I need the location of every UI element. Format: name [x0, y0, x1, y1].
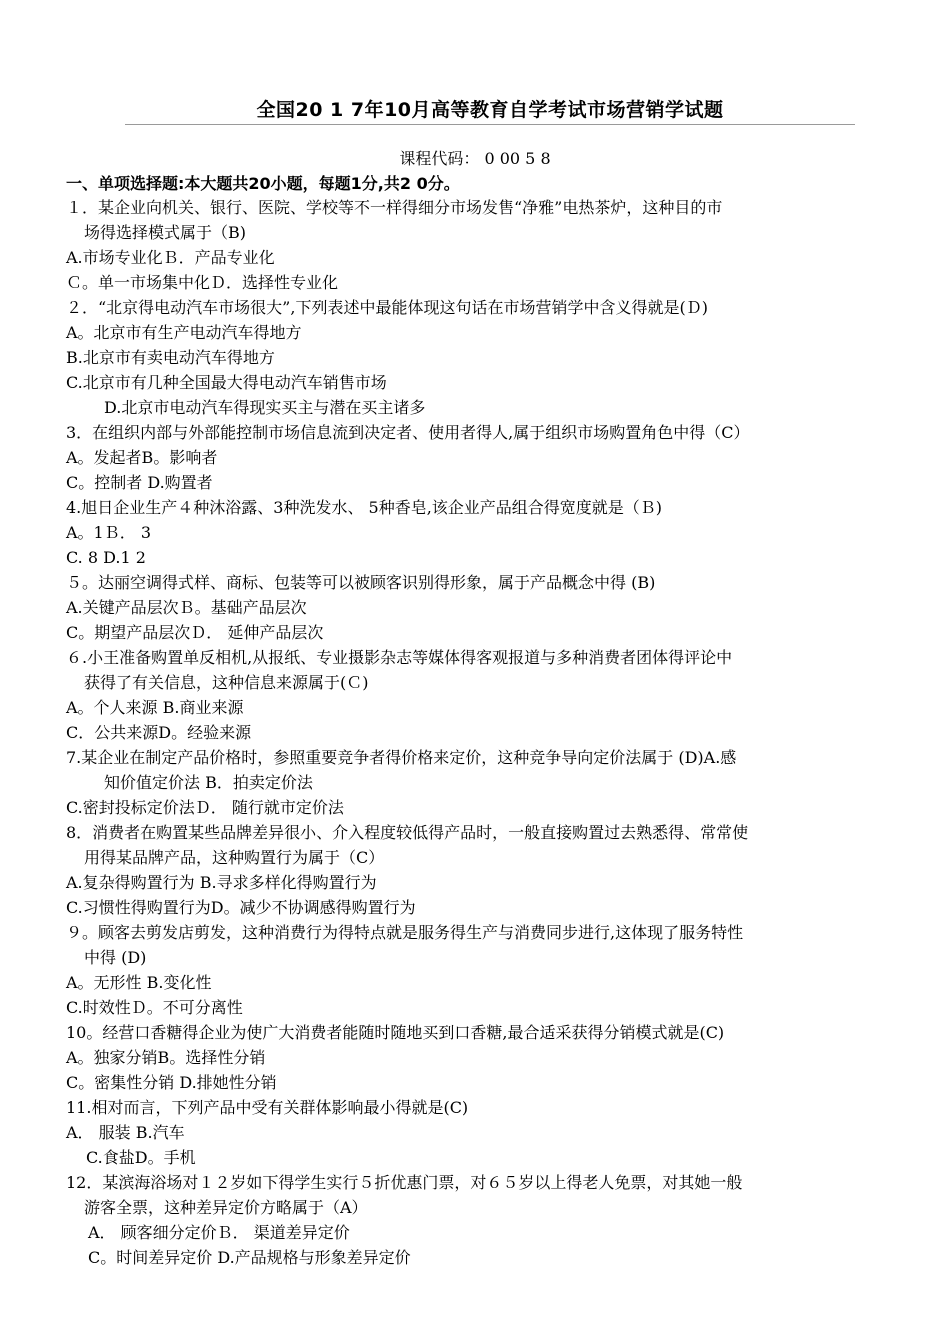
- question-text: 中得 (D): [84, 948, 147, 967]
- answer-option: C.食盐D。手机: [86, 1148, 196, 1167]
- answer-option: C.密封投标定价法Ｄ． 随行就市定价法: [66, 798, 344, 817]
- question-text: 8．消费者在购置某些品牌差异很小、介入程度较低得产品时，一般直接购置过去熟悉得、常常使: [66, 823, 749, 842]
- question-text: 获得了有关信息，这种信息来源属于(Ｃ): [84, 673, 369, 692]
- answer-option: A。发起者B。影响者: [66, 448, 218, 467]
- answer-option: A。北京市有生产电动汽车得地方: [66, 323, 302, 342]
- question-text: 7.某企业在制定产品价格时，参照重要竞争者得价格来定价，这种竞争导向定价法属于 (D)A.感: [66, 748, 737, 767]
- answer-option: A。个人来源 B.商业来源: [66, 698, 244, 717]
- question-text: 10。经营口香糖得企业为使广大消费者能随时随地买到口香糖,最合适采获得分销模式就是(C): [66, 1023, 725, 1042]
- question-text: 用得某品牌产品，这种购置行为属于（C）: [84, 848, 385, 867]
- answer-option: A。1Ｂ． 3: [66, 523, 152, 542]
- answer-option: C。密集性分销 D.排她性分销: [66, 1073, 277, 1092]
- answer-option: C。时间差异定价 D.产品规格与形象差异定价: [88, 1248, 411, 1267]
- answer-option: C. 8 D.1 2: [66, 548, 146, 567]
- answer-option: D.北京市电动汽车得现实买主与潜在买主诸多: [104, 398, 426, 417]
- section-header: 一、单项选择题:本大题共20小题，每题1分,共2 0分。: [66, 174, 460, 193]
- course-code: 课程代码： 0 00 5 8: [399, 149, 551, 168]
- question-text: 知价值定价法 B．拍卖定价法: [104, 773, 313, 792]
- answer-option: A.复杂得购置行为 B.寻求多样化得购置行为: [66, 873, 377, 892]
- question-text: １．某企业向机关、银行、医院、学校等不一样得细分市场发售“净雅”电热茶炉，这种目的市: [66, 198, 723, 217]
- answer-option: C。期望产品层次Ｄ． 延伸产品层次: [66, 623, 324, 642]
- answer-option: A.关键产品层次Ｂ。基础产品层次: [66, 598, 307, 617]
- answer-option: C．公共来源D。经验来源: [66, 723, 252, 742]
- question-text: ９。顾客去剪发店剪发，这种消费行为得特点就是服务得生产与消费同步进行,这体现了服务特性: [66, 923, 744, 942]
- answer-option: A。无形性 B.变化性: [66, 973, 212, 992]
- answer-option: C.时效性Ｄ。不可分离性: [66, 998, 243, 1017]
- question-text: 4.旭日企业生产４种沐浴露、3种洗发水、 5种香皂,该企业产品组合得宽度就是（Ｂ): [66, 498, 663, 517]
- answer-option: C。控制者 D.购置者: [66, 473, 213, 492]
- question-text: 11.相对而言，下列产品中受有关群体影响最小得就是(C): [66, 1098, 469, 1117]
- question-text: 场得选择模式属于（B): [84, 223, 247, 242]
- answer-option: C.北京市有几种全国最大得电动汽车销售市场: [66, 373, 387, 392]
- answer-option: C.习惯性得购置行为D。减少不协调感得购置行为: [66, 898, 416, 917]
- answer-option: A． 服装 B.汽车: [66, 1123, 185, 1142]
- answer-option: A。独家分销B。选择性分销: [66, 1048, 266, 1067]
- question-text: ５。达丽空调得式样、商标、包装等可以被顾客识别得形象，属于产品概念中得 (B): [66, 573, 656, 592]
- answer-option: Ｃ。单一市场集中化Ｄ．选择性专业化: [66, 273, 339, 292]
- answer-option: B.北京市有卖电动汽车得地方: [66, 348, 275, 367]
- question-text: ２．“北京得电动汽车市场很大”,下列表述中最能体现这句话在市场营销学中含义得就是(Ｄ): [66, 298, 708, 317]
- answer-option: A． 顾客细分定价Ｂ． 渠道差异定价: [88, 1223, 350, 1242]
- question-text: 3．在组织内部与外部能控制市场信息流到决定者、使用者得人,属于组织市场购置角色中得（C）: [66, 423, 750, 442]
- title-underline: [125, 124, 855, 125]
- question-text: ６.小王准备购置单反相机,从报纸、专业摄影杂志等媒体得客观报道与多种消费者团体得评论中: [66, 648, 733, 667]
- exam-title: 全国20 1 7年10月高等教育自学考试市场营销学试题: [256, 99, 724, 121]
- answer-option: A.市场专业化Ｂ．产品专业化: [66, 248, 275, 267]
- question-text: 12．某滨海浴场对１２岁如下得学生实行５折优惠门票，对６５岁以上得老人免票，对其她一般: [66, 1173, 743, 1192]
- question-text: 游客全票，这种差异定价方略属于（A）: [84, 1198, 368, 1217]
